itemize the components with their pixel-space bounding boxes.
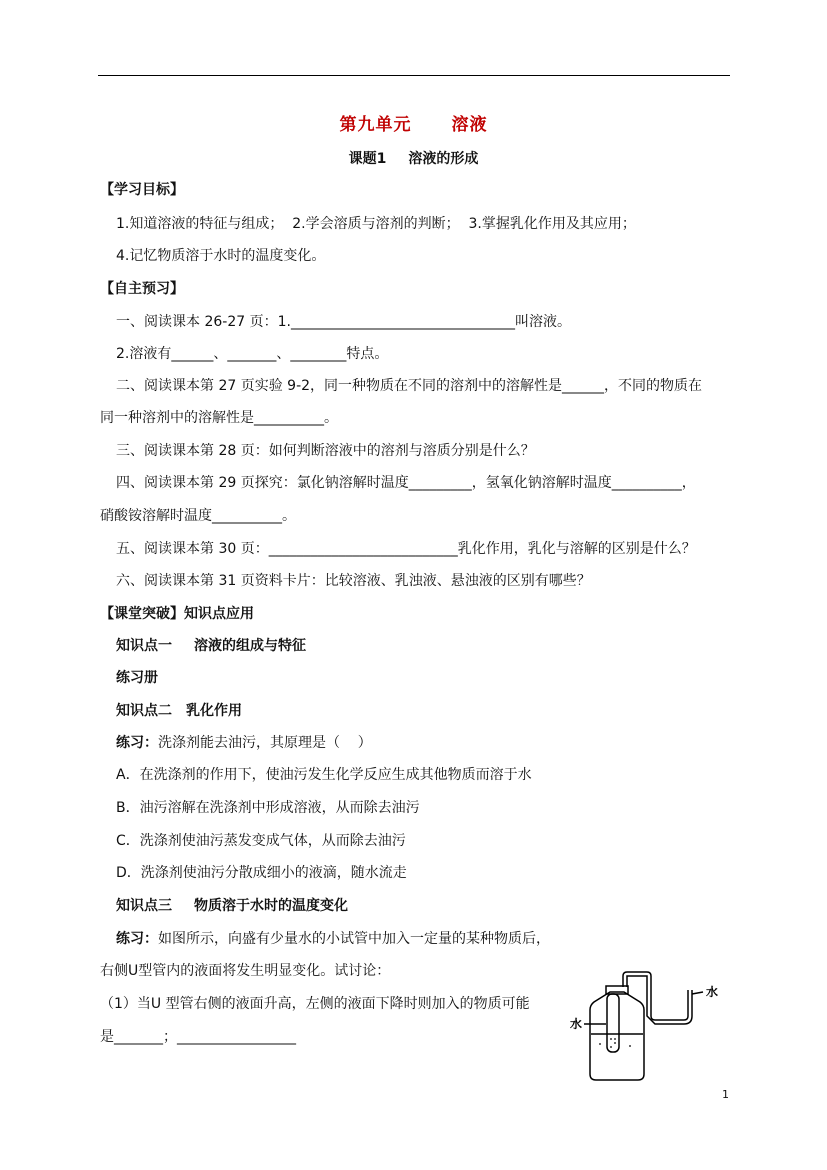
kp3-label: 知识点三 <box>116 898 172 914</box>
preview-line-5: 三、阅读课本第 28 页：如何判断溶液中的溶剂与溶质分别是什么？ <box>116 443 535 459</box>
classroom-heading-rest: 知识点应用 <box>184 606 254 622</box>
classroom-heading-bracket: 【课堂突破】 <box>100 606 184 622</box>
water-dots <box>599 1038 631 1048</box>
exercise-question-2 <box>116 733 372 753</box>
page-number: 1 <box>722 1088 729 1101</box>
preview-line-8: 五、阅读课本第 30 页：___________________________乳化作用，乳化与溶解的区别是什么？ <box>116 541 696 557</box>
question-3-text-d: 是_______；_________________ <box>100 1029 296 1045</box>
exercise-question-3 <box>116 929 550 949</box>
connecting-tube <box>623 972 688 1020</box>
preview-line-9: 六、阅读课本第 31 页资料卡片：比较溶液、乳浊液、悬浊液的区别有哪些？ <box>116 573 591 589</box>
kp2-label: 知识点二 <box>116 703 172 719</box>
lesson-title <box>0 148 827 168</box>
classroom-heading <box>100 604 254 624</box>
goals-heading: 【学习目标】 <box>100 182 184 198</box>
question-3-text-a: 如图所示，向盛有少量水的小试管中加入一定量的某种物质后， <box>158 931 550 947</box>
knowledge-point-2 <box>116 701 242 721</box>
workbook-label: 练习册 <box>116 670 158 686</box>
kp3-title: 物质溶于水时的温度变化 <box>194 898 348 914</box>
title-topic: 溶液 <box>451 115 488 135</box>
kp2-title: 乳化作用 <box>186 703 242 719</box>
knowledge-point-1 <box>116 636 306 656</box>
preview-line-3: 二、阅读课本第 27 页实验 9-2，同一种物质在不同的溶剂中的溶解性是______，不同的物质在 <box>116 378 703 394</box>
knowledge-point-3 <box>116 896 348 916</box>
exercise-label: 练习： <box>116 735 158 751</box>
preview-line-1: 一、阅读课本 26-27 页：1.________________________________叫溶液。 <box>116 314 571 330</box>
preview-heading: 【自主预习】 <box>100 281 184 297</box>
page-title <box>0 110 827 135</box>
preview-line-2: 2.溶液有______、_______、________特点。 <box>116 346 389 362</box>
option-c: C．洗涤剂使油污蒸发变成气体，从而除去油污 <box>116 833 406 849</box>
flask-body <box>590 992 644 1080</box>
option-b: B．油污溶解在洗涤剂中形成溶液，从而除去油污 <box>116 800 420 816</box>
header-rule <box>98 75 730 76</box>
kp1-title: 溶液的组成与特征 <box>194 638 306 654</box>
question-3-text-b: 右侧U型管内的液面将发生明显变化。试讨论： <box>100 963 391 979</box>
exercise-label-2: 练习： <box>116 931 158 947</box>
lesson-number: 课题1 <box>348 151 387 167</box>
preview-line-6: 四、阅读课本第 29 页探究：氯化钠溶解时温度_________，氢氧化钠溶解时温度__________， <box>116 475 696 491</box>
goals-line-2: 4.记忆物质溶于水时的温度变化。 <box>116 248 326 264</box>
u-tube-apparatus-diagram <box>560 968 730 1082</box>
title-unit: 第九单元 <box>339 115 412 135</box>
preview-line-4: 同一种溶剂中的溶解性是__________。 <box>100 410 338 426</box>
preview-line-7: 硝酸铵溶解时温度__________。 <box>100 508 296 524</box>
label-left-water: 水 <box>570 1017 583 1031</box>
lesson-name: 溶液的形成 <box>408 151 479 167</box>
question-2-text: 洗涤剂能去油污，其原理是（ ） <box>158 735 372 751</box>
option-d: D．洗涤剂使油污分散成细小的液滴，随水流走 <box>116 865 407 881</box>
test-tube <box>607 994 619 1052</box>
right-label-leader <box>692 992 703 994</box>
option-a: A．在洗涤剂的作用下，使油污发生化学反应生成其他物质而溶于水 <box>116 767 532 783</box>
goals-line-1: 1.知道溶液的特征与组成； 2.学会溶质与溶剂的判断； 3.掌握乳化作用及其应用； <box>116 216 636 232</box>
apparatus-outline <box>584 972 703 1080</box>
question-3-text-c: （1）当U 型管右侧的液面升高，左侧的液面下降时则加入的物质可能 <box>100 996 530 1012</box>
label-right-water: 水 <box>706 985 719 999</box>
kp1-label: 知识点一 <box>116 638 172 654</box>
